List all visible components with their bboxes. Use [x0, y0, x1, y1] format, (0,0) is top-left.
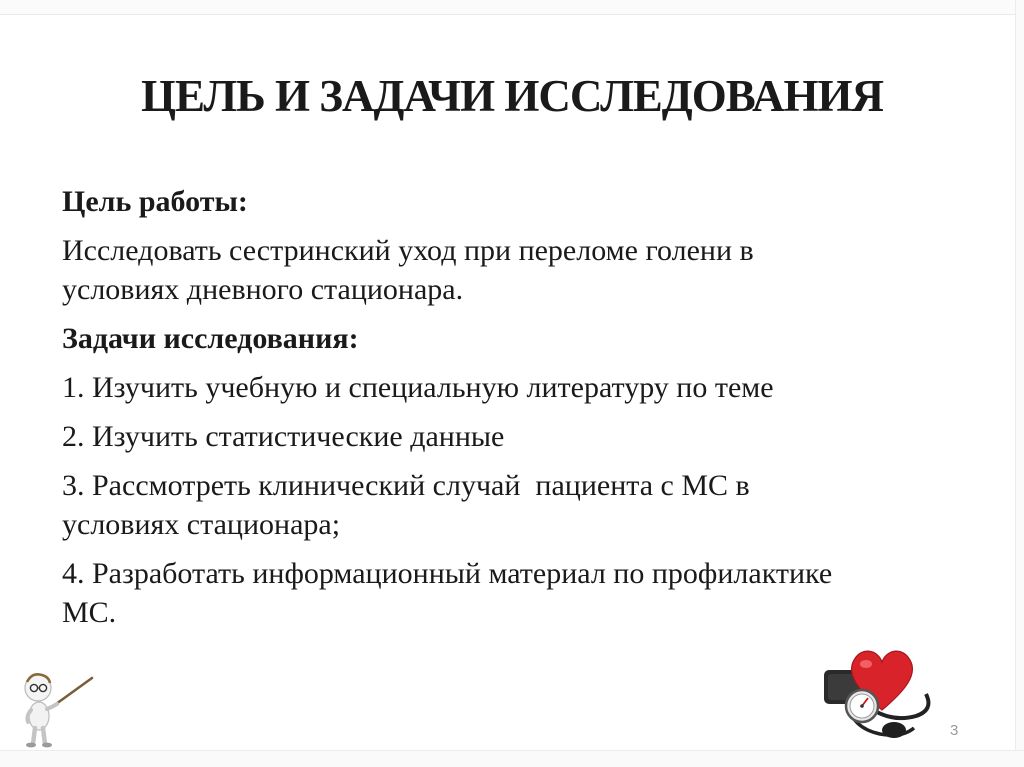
task-item-3 — [62, 466, 962, 544]
task-item-4-line-1: 4. Разработать информационный материал по профилактике — [62, 557, 833, 590]
slide-bottom-border — [0, 750, 1024, 767]
goal-text-line-1: Исследовать сестринский уход при переломе голени в — [62, 234, 754, 267]
task-item-3-line-1: 3. Рассмотреть клинический случай пациента с МС в — [62, 469, 750, 502]
goal-text — [62, 231, 962, 309]
goal-heading: Цель работы: — [62, 185, 248, 218]
goal-text-line-2: условиях дневного стационара. — [62, 273, 464, 306]
slide-title: ЦЕЛЬ И ЗАДАЧИ ИССЛЕДОВАНИЯ — [141, 71, 883, 121]
slide-top-border — [0, 0, 1024, 15]
task-item-4 — [62, 554, 962, 632]
task-item-1: 1. Изучить учебную и специальную литературу по теме — [62, 371, 774, 404]
task-item-4-line-2: МС. — [62, 596, 117, 629]
heart-with-blood-pressure-monitor-icon — [818, 632, 940, 744]
teacher-figure-with-pointer-icon — [12, 664, 98, 750]
task-item-3-line-2: условиях стационара; — [62, 508, 341, 541]
slide-body — [62, 182, 962, 642]
page-number: 3 — [950, 722, 959, 739]
task-item-2: 2. Изучить статистические данные — [62, 420, 505, 453]
tasks-heading: Задачи исследования: — [62, 322, 359, 355]
